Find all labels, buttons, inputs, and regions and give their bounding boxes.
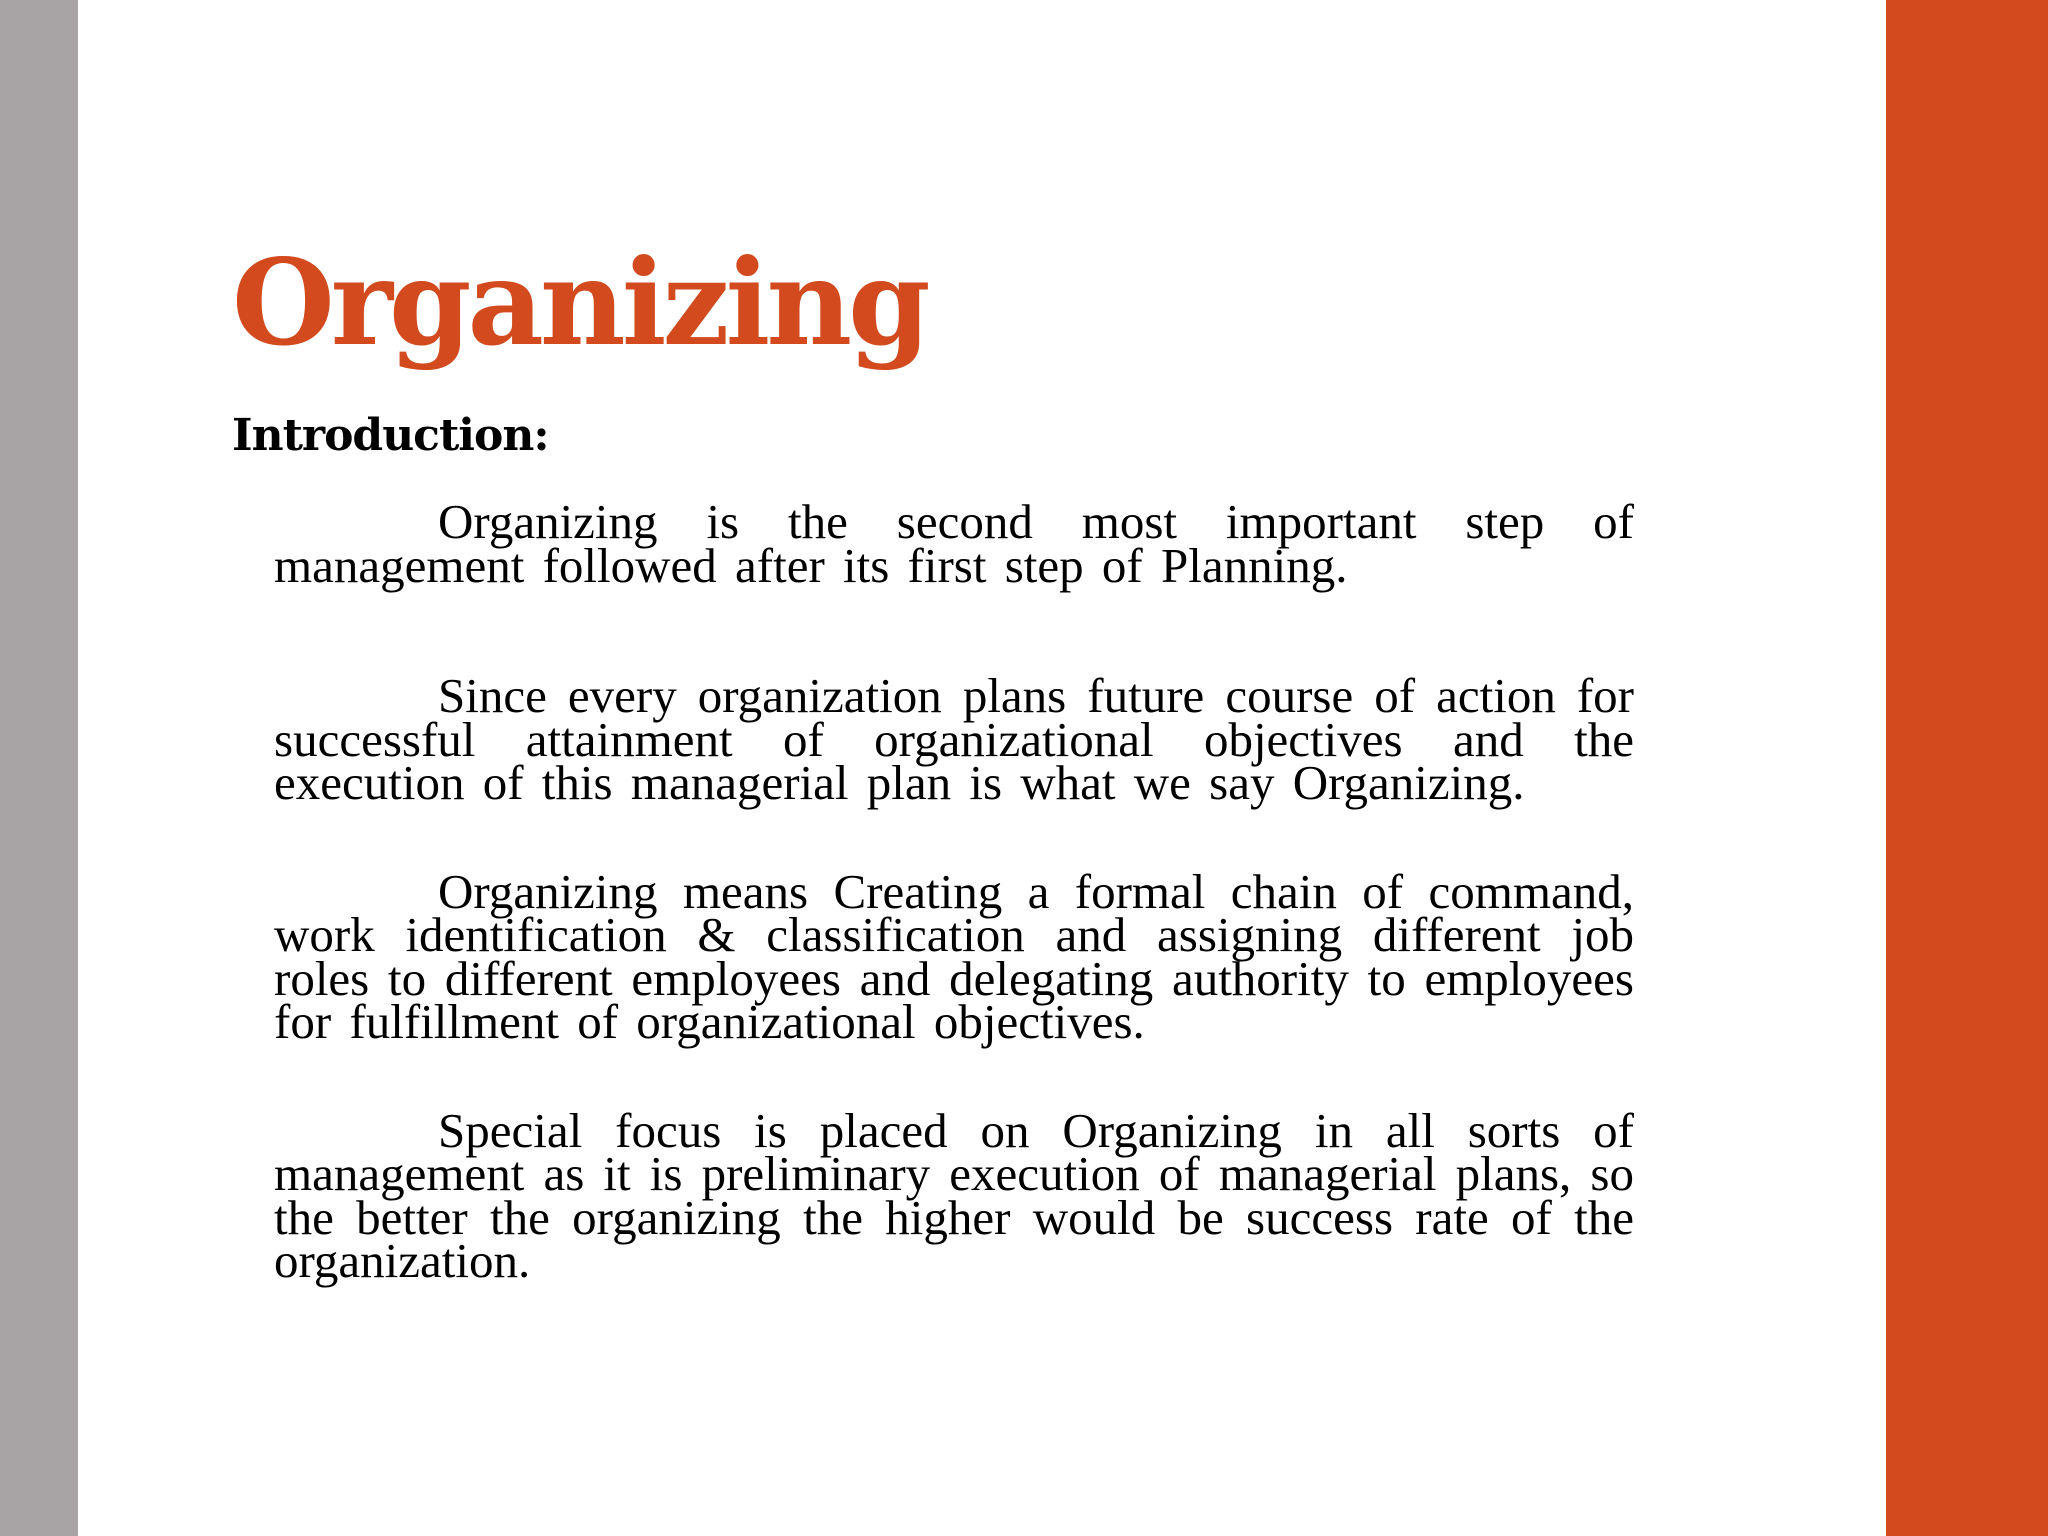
paragraph-2: Since every organization plans future course of action for successful attainment of organizational objectives and the execution of this managerial plan is what we say Organizing. bbox=[274, 668, 1634, 810]
right-accent-bar bbox=[1886, 0, 2048, 1536]
section-subheading: Introduction: bbox=[232, 410, 549, 461]
paragraph-3: Organizing means Creating a formal chain of command, work identification & classification and assigning different job roles to different employees and delegating authority to employees for fulfillment of organizational objectives. bbox=[274, 863, 1634, 1049]
paragraph-4: Special focus is placed on Organizing in all sorts of management as it is preliminary execution of managerial plans, so the better the organizing the higher would be success rate of the organization. bbox=[274, 1102, 1634, 1288]
left-decorative-bar bbox=[0, 0, 78, 1536]
body-text bbox=[274, 494, 1634, 1348]
slide-title: Organizing bbox=[232, 233, 927, 372]
paragraph-1: Organizing is the second most important step of management followed after its first step of Planning. bbox=[274, 494, 1634, 593]
